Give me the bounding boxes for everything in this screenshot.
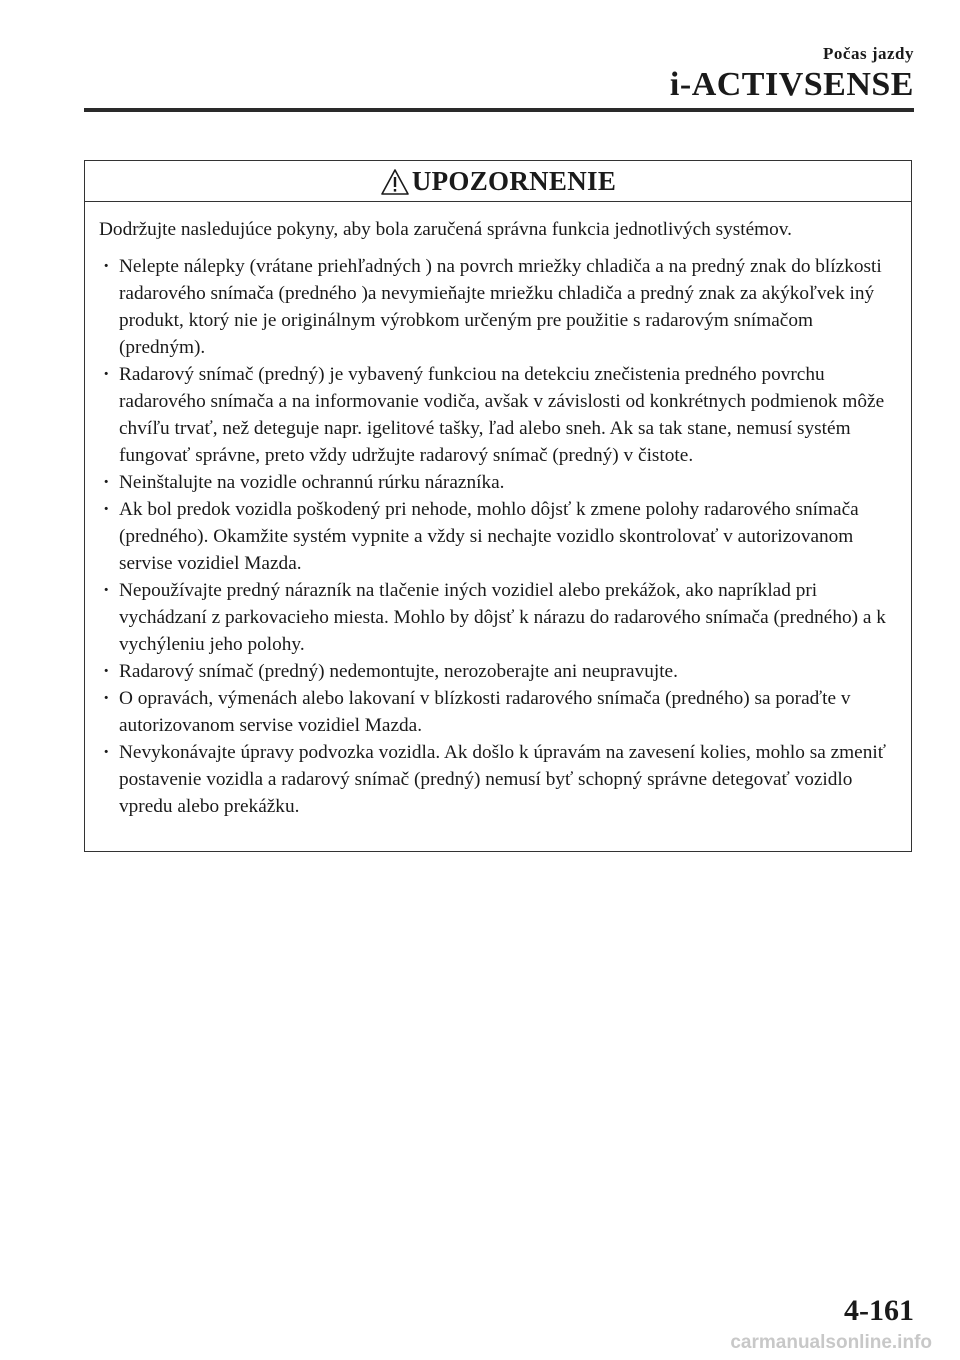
warning-item: · Nepoužívajte predný nárazník na tlačenie iných vozidiel alebo prekážok, ako napríklad pri vychádzaní z parkovacieho miesta. Mohlo by dôjsť k nárazu do radarového snímača (predného) a k vychýleniu jeho polohy.: [99, 577, 899, 658]
warning-list: [99, 253, 899, 820]
warning-item: · Neinštalujte na vozidle ochrannú rúrku nárazníka.: [99, 469, 899, 496]
section-title: i-ACTIVSENSE: [669, 66, 914, 103]
warning-item: · Radarový snímač (predný) nedemontujte, nerozoberajte ani neupravujte.: [99, 658, 899, 685]
watermark: carmanualsonline.info: [730, 1332, 932, 1353]
warning-item: · Radarový snímač (predný) je vybavený funkciou na detekciu znečistenia predného povrchu radarového snímača a na informovanie vodiča, avšak v závislosti od konkrétnych podmienok môže chvíľu trvať, než deteguje napr. igelitové tašky, ľad alebo sneh. Ak sa tak stane, nemusí systém fungovať správne, preto vždy udržujte radarový snímač (predný) v čistote.: [99, 361, 899, 469]
warning-item: · Nelepte nálepky (vrátane priehľadných ) na povrch mriežky chladiča a na predný znak do blízkosti radarového snímača (predného )a nevymieňajte mriežku chladiča a predný znak za akýkoľvek iný produkt, ktorý nie je originálnym výrobkom určeným pre použitie s radarovým snímačom (predným).: [99, 253, 899, 361]
warning-header: [85, 161, 911, 202]
warning-body: [85, 202, 911, 820]
header-divider: [84, 108, 914, 112]
warning-triangle-icon: [380, 168, 410, 196]
page-number: 4-161: [844, 1294, 914, 1327]
page-header: [670, 44, 914, 104]
warning-box: [84, 160, 912, 852]
warning-item: · Nevykonávajte úpravy podvozka vozidla. Ak došlo k úpravám na zavesení kolies, mohlo sa zmeniť postavenie vozidla a radarový snímač (predný) nemusí byť schopný správne detegovať vozidlo vpredu alebo prekážku.: [99, 739, 899, 820]
chapter-name: Počas jazdy: [823, 44, 914, 63]
warning-intro: Dodržujte nasledujúce pokyny, aby bola zaručená správna funkcia jednotlivých systémov.: [99, 219, 793, 240]
warning-title: UPOZORNENIE: [411, 166, 617, 196]
warning-item: · O opravách, výmenách alebo lakovaní v blízkosti radarového snímača (predného) sa poraďte v autorizovanom servise vozidiel Mazda.: [99, 685, 899, 739]
warning-item: · Ak bol predok vozidla poškodený pri nehode, mohlo dôjsť k zmene polohy radarového snímača (predného). Okamžite systém vypnite a vždy si nechajte vozidlo skontrolovať v autorizovanom servise vozidiel Mazda.: [99, 496, 899, 577]
